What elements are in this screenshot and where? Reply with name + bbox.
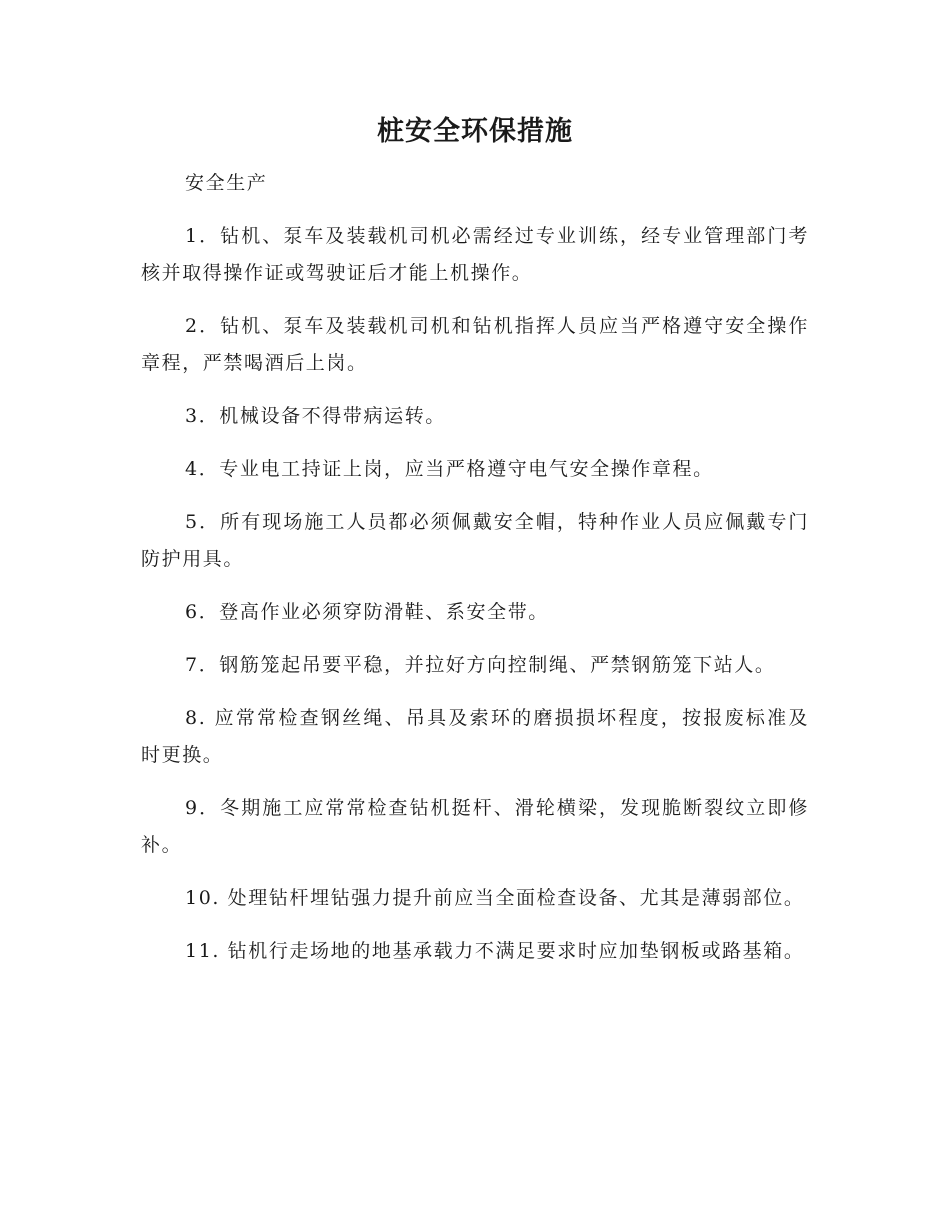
document-body <box>141 165 809 986</box>
list-item: 6．登高作业必须穿防滑鞋、系安全带。 <box>185 601 549 623</box>
list-item: 11. 钻机行走场地的地基承载力不满足要求时应加垫钢板或路基箱。 <box>185 940 805 962</box>
list-item: 5．所有现场施工人员都必须佩戴安全帽，特种作业人员应佩戴专门防护用具。 <box>141 511 809 570</box>
list-item: 3．机械设备不得带病运转。 <box>185 405 446 427</box>
list-item: 2．钻机、泵车及装载机司机和钻机指挥人员应当严格遵守安全操作章程，严禁喝酒后上岗。 <box>141 315 809 374</box>
list-item: 1．钻机、泵车及装载机司机必需经过专业训练，经专业管理部门考核并取得操作证或驾驶证后才能上机操作。 <box>141 225 809 284</box>
section-heading: 安全生产 <box>185 172 268 194</box>
list-item: 9．冬期施工应常常检查钻机挺杆、滑轮横梁，发现脆断裂纹立即修补。 <box>141 797 809 856</box>
list-item: 7．钢筋笼起吊要平稳，并拉好方向控制绳、严禁钢筋笼下站人。 <box>185 654 776 676</box>
list-item: 8. 应常常检查钢丝绳、吊具及索环的磨损损坏程度，按报废标准及时更换。 <box>141 707 809 766</box>
list-item: 4．专业电工持证上岗，应当严格遵守电气安全操作章程。 <box>185 458 714 480</box>
document-title: 桩安全环保措施 <box>377 116 573 147</box>
list-item: 10. 处理钻杆埋钻强力提升前应当全面检查设备、尤其是薄弱部位。 <box>185 887 805 909</box>
